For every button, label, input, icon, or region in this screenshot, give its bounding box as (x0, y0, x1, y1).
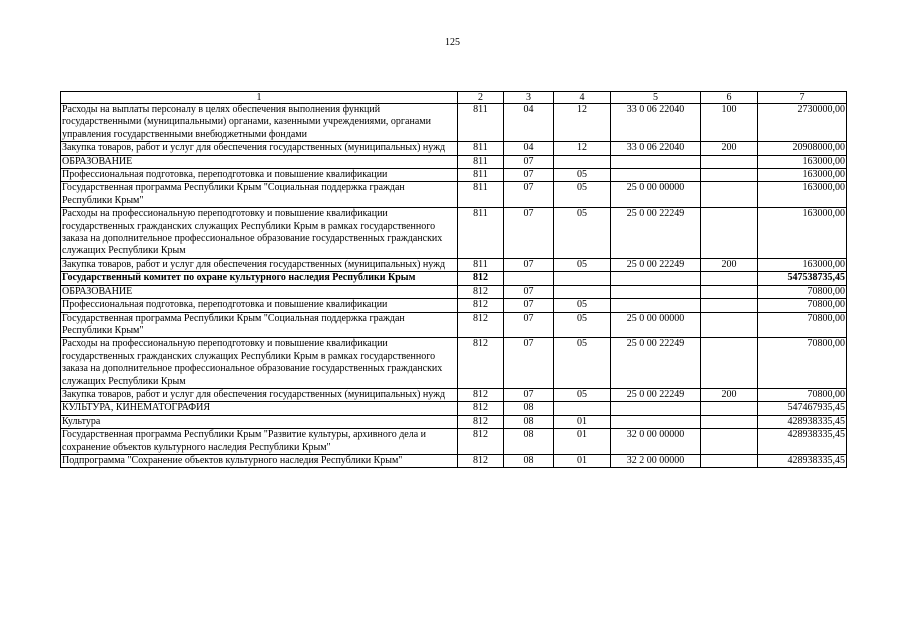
ministry-code-cell: 811 (458, 208, 504, 259)
amount-cell: 163000,00 (758, 258, 847, 271)
row-name-cell: Закупка товаров, работ и услуг для обеспечения государственных (муниципальных) нужд (61, 142, 458, 155)
ministry-code-cell: 812 (458, 299, 504, 312)
ministry-code-cell: 812 (458, 285, 504, 298)
section-code-cell (504, 272, 554, 285)
section-code-cell: 08 (504, 402, 554, 415)
subsection-code-cell: 01 (554, 454, 611, 467)
row-name-cell: Расходы на профессиональную переподготовку и повышение квалификации государственных гражданских служащих Республики Крым в рамках государственного заказа на дополнительное профессиональное образование государственных гражданских служащих Республики Крым (61, 338, 458, 389)
table-row (61, 299, 847, 312)
budget-table (60, 91, 847, 468)
subsection-code-cell: 05 (554, 388, 611, 401)
expense-type-cell (701, 285, 758, 298)
amount-cell: 70800,00 (758, 388, 847, 401)
subsection-code-cell: 05 (554, 182, 611, 208)
expense-type-cell (701, 312, 758, 338)
table-header-row (61, 92, 847, 104)
amount-cell: 547467935,45 (758, 402, 847, 415)
table-row (61, 429, 847, 455)
subsection-code-cell: 05 (554, 258, 611, 271)
table-row (61, 402, 847, 415)
ministry-code-cell: 812 (458, 402, 504, 415)
section-code-cell: 07 (504, 155, 554, 168)
subsection-code-cell: 12 (554, 104, 611, 142)
target-article-cell: 32 2 00 00000 (611, 454, 701, 467)
subsection-code-cell: 12 (554, 142, 611, 155)
target-article-cell: 25 0 00 22249 (611, 388, 701, 401)
ministry-code-cell: 812 (458, 388, 504, 401)
row-name-cell: КУЛЬТУРА, КИНЕМАТОГРАФИЯ (61, 402, 458, 415)
header-cell: 2 (458, 92, 504, 104)
expense-type-cell (701, 169, 758, 182)
amount-cell: 428938335,45 (758, 415, 847, 428)
ministry-code-cell: 811 (458, 142, 504, 155)
header-cell: 1 (61, 92, 458, 104)
section-code-cell: 07 (504, 388, 554, 401)
target-article-cell (611, 272, 701, 285)
row-name-cell: Профессиональная подготовка, переподготовка и повышение квалификации (61, 299, 458, 312)
target-article-cell: 33 0 06 22040 (611, 142, 701, 155)
section-code-cell: 07 (504, 299, 554, 312)
row-name-cell: Закупка товаров, работ и услуг для обеспечения государственных (муниципальных) нужд (61, 258, 458, 271)
table-row (61, 208, 847, 259)
ministry-code-cell: 812 (458, 272, 504, 285)
section-code-cell: 07 (504, 258, 554, 271)
subsection-code-cell (554, 402, 611, 415)
amount-cell: 20908000,00 (758, 142, 847, 155)
table-row (61, 272, 847, 285)
table-row (61, 415, 847, 428)
expense-type-cell (701, 182, 758, 208)
row-name-cell: Профессиональная подготовка, переподготовка и повышение квалификации (61, 169, 458, 182)
row-name-cell: ОБРАЗОВАНИЕ (61, 155, 458, 168)
expense-type-cell (701, 415, 758, 428)
section-code-cell: 07 (504, 285, 554, 298)
table-row (61, 169, 847, 182)
amount-cell: 428938335,45 (758, 454, 847, 467)
amount-cell: 163000,00 (758, 155, 847, 168)
amount-cell: 547538735,45 (758, 272, 847, 285)
amount-cell: 70800,00 (758, 285, 847, 298)
expense-type-cell: 100 (701, 104, 758, 142)
target-article-cell (611, 285, 701, 298)
row-name-cell: Государственная программа Республики Крым "Развитие культуры, архивного дела и сохранение объектов культурного наследия Республики Крым" (61, 429, 458, 455)
amount-cell: 163000,00 (758, 208, 847, 259)
amount-cell: 428938335,45 (758, 429, 847, 455)
expense-type-cell: 200 (701, 258, 758, 271)
target-article-cell: 25 0 00 00000 (611, 312, 701, 338)
row-name-cell: Государственный комитет по охране культурного наследия Республики Крым (61, 272, 458, 285)
section-code-cell: 08 (504, 429, 554, 455)
section-code-cell: 07 (504, 312, 554, 338)
row-name-cell: Расходы на выплаты персоналу в целях обеспечения выполнения функций государственными (муниципальными) органами, казенными учреждениями, органами управления государственными внебюджетными фондами (61, 104, 458, 142)
subsection-code-cell (554, 285, 611, 298)
amount-cell: 70800,00 (758, 299, 847, 312)
subsection-code-cell: 01 (554, 429, 611, 455)
target-article-cell: 25 0 00 22249 (611, 338, 701, 389)
row-name-cell: Государственная программа Республики Крым "Социальная поддержка граждан Республики Крым" (61, 312, 458, 338)
ministry-code-cell: 812 (458, 429, 504, 455)
page-number: 125 (445, 37, 460, 48)
ministry-code-cell: 812 (458, 338, 504, 389)
expense-type-cell (701, 299, 758, 312)
ministry-code-cell: 811 (458, 258, 504, 271)
amount-cell: 163000,00 (758, 169, 847, 182)
row-name-cell: Закупка товаров, работ и услуг для обеспечения государственных (муниципальных) нужд (61, 388, 458, 401)
table-row (61, 104, 847, 142)
amount-cell: 70800,00 (758, 338, 847, 389)
target-article-cell (611, 415, 701, 428)
table-row (61, 285, 847, 298)
ministry-code-cell: 812 (458, 454, 504, 467)
row-name-cell: Подпрограмма "Сохранение объектов культурного наследия Республики Крым" (61, 454, 458, 467)
table-row (61, 312, 847, 338)
section-code-cell: 08 (504, 454, 554, 467)
subsection-code-cell: 05 (554, 208, 611, 259)
row-name-cell: Расходы на профессиональную переподготовку и повышение квалификации государственных гражданских служащих Республики Крым в рамках государственного заказа на дополнительное профессиональное образование государственных гражданских служащих Республики Крым (61, 208, 458, 259)
ministry-code-cell: 811 (458, 169, 504, 182)
subsection-code-cell: 05 (554, 312, 611, 338)
expense-type-cell (701, 338, 758, 389)
expense-type-cell (701, 454, 758, 467)
target-article-cell (611, 155, 701, 168)
subsection-code-cell (554, 272, 611, 285)
header-cell: 7 (758, 92, 847, 104)
table-row (61, 155, 847, 168)
table-row (61, 388, 847, 401)
section-code-cell: 07 (504, 338, 554, 389)
ministry-code-cell: 811 (458, 104, 504, 142)
subsection-code-cell: 01 (554, 415, 611, 428)
expense-type-cell: 200 (701, 388, 758, 401)
ministry-code-cell: 812 (458, 415, 504, 428)
target-article-cell: 25 0 00 22249 (611, 208, 701, 259)
ministry-code-cell: 812 (458, 312, 504, 338)
target-article-cell: 32 0 00 00000 (611, 429, 701, 455)
table-row (61, 454, 847, 467)
section-code-cell: 04 (504, 142, 554, 155)
section-code-cell: 07 (504, 208, 554, 259)
target-article-cell: 33 0 06 22040 (611, 104, 701, 142)
target-article-cell: 25 0 00 00000 (611, 182, 701, 208)
subsection-code-cell: 05 (554, 299, 611, 312)
section-code-cell: 07 (504, 169, 554, 182)
expense-type-cell: 200 (701, 142, 758, 155)
header-cell: 6 (701, 92, 758, 104)
subsection-code-cell: 05 (554, 169, 611, 182)
expense-type-cell (701, 208, 758, 259)
header-cell: 4 (554, 92, 611, 104)
row-name-cell: Государственная программа Республики Крым "Социальная поддержка граждан Республики Крым" (61, 182, 458, 208)
expense-type-cell (701, 402, 758, 415)
expense-type-cell (701, 272, 758, 285)
ministry-code-cell: 811 (458, 182, 504, 208)
target-article-cell (611, 402, 701, 415)
header-cell: 5 (611, 92, 701, 104)
subsection-code-cell: 05 (554, 338, 611, 389)
amount-cell: 163000,00 (758, 182, 847, 208)
row-name-cell: ОБРАЗОВАНИЕ (61, 285, 458, 298)
section-code-cell: 04 (504, 104, 554, 142)
expense-type-cell (701, 155, 758, 168)
expense-type-cell (701, 429, 758, 455)
amount-cell: 2730000,00 (758, 104, 847, 142)
header-cell: 3 (504, 92, 554, 104)
table-row (61, 182, 847, 208)
target-article-cell (611, 299, 701, 312)
table-row (61, 338, 847, 389)
subsection-code-cell (554, 155, 611, 168)
amount-cell: 70800,00 (758, 312, 847, 338)
table-row (61, 258, 847, 271)
section-code-cell: 08 (504, 415, 554, 428)
row-name-cell: Культура (61, 415, 458, 428)
target-article-cell: 25 0 00 22249 (611, 258, 701, 271)
target-article-cell (611, 169, 701, 182)
section-code-cell: 07 (504, 182, 554, 208)
ministry-code-cell: 811 (458, 155, 504, 168)
table-row (61, 142, 847, 155)
